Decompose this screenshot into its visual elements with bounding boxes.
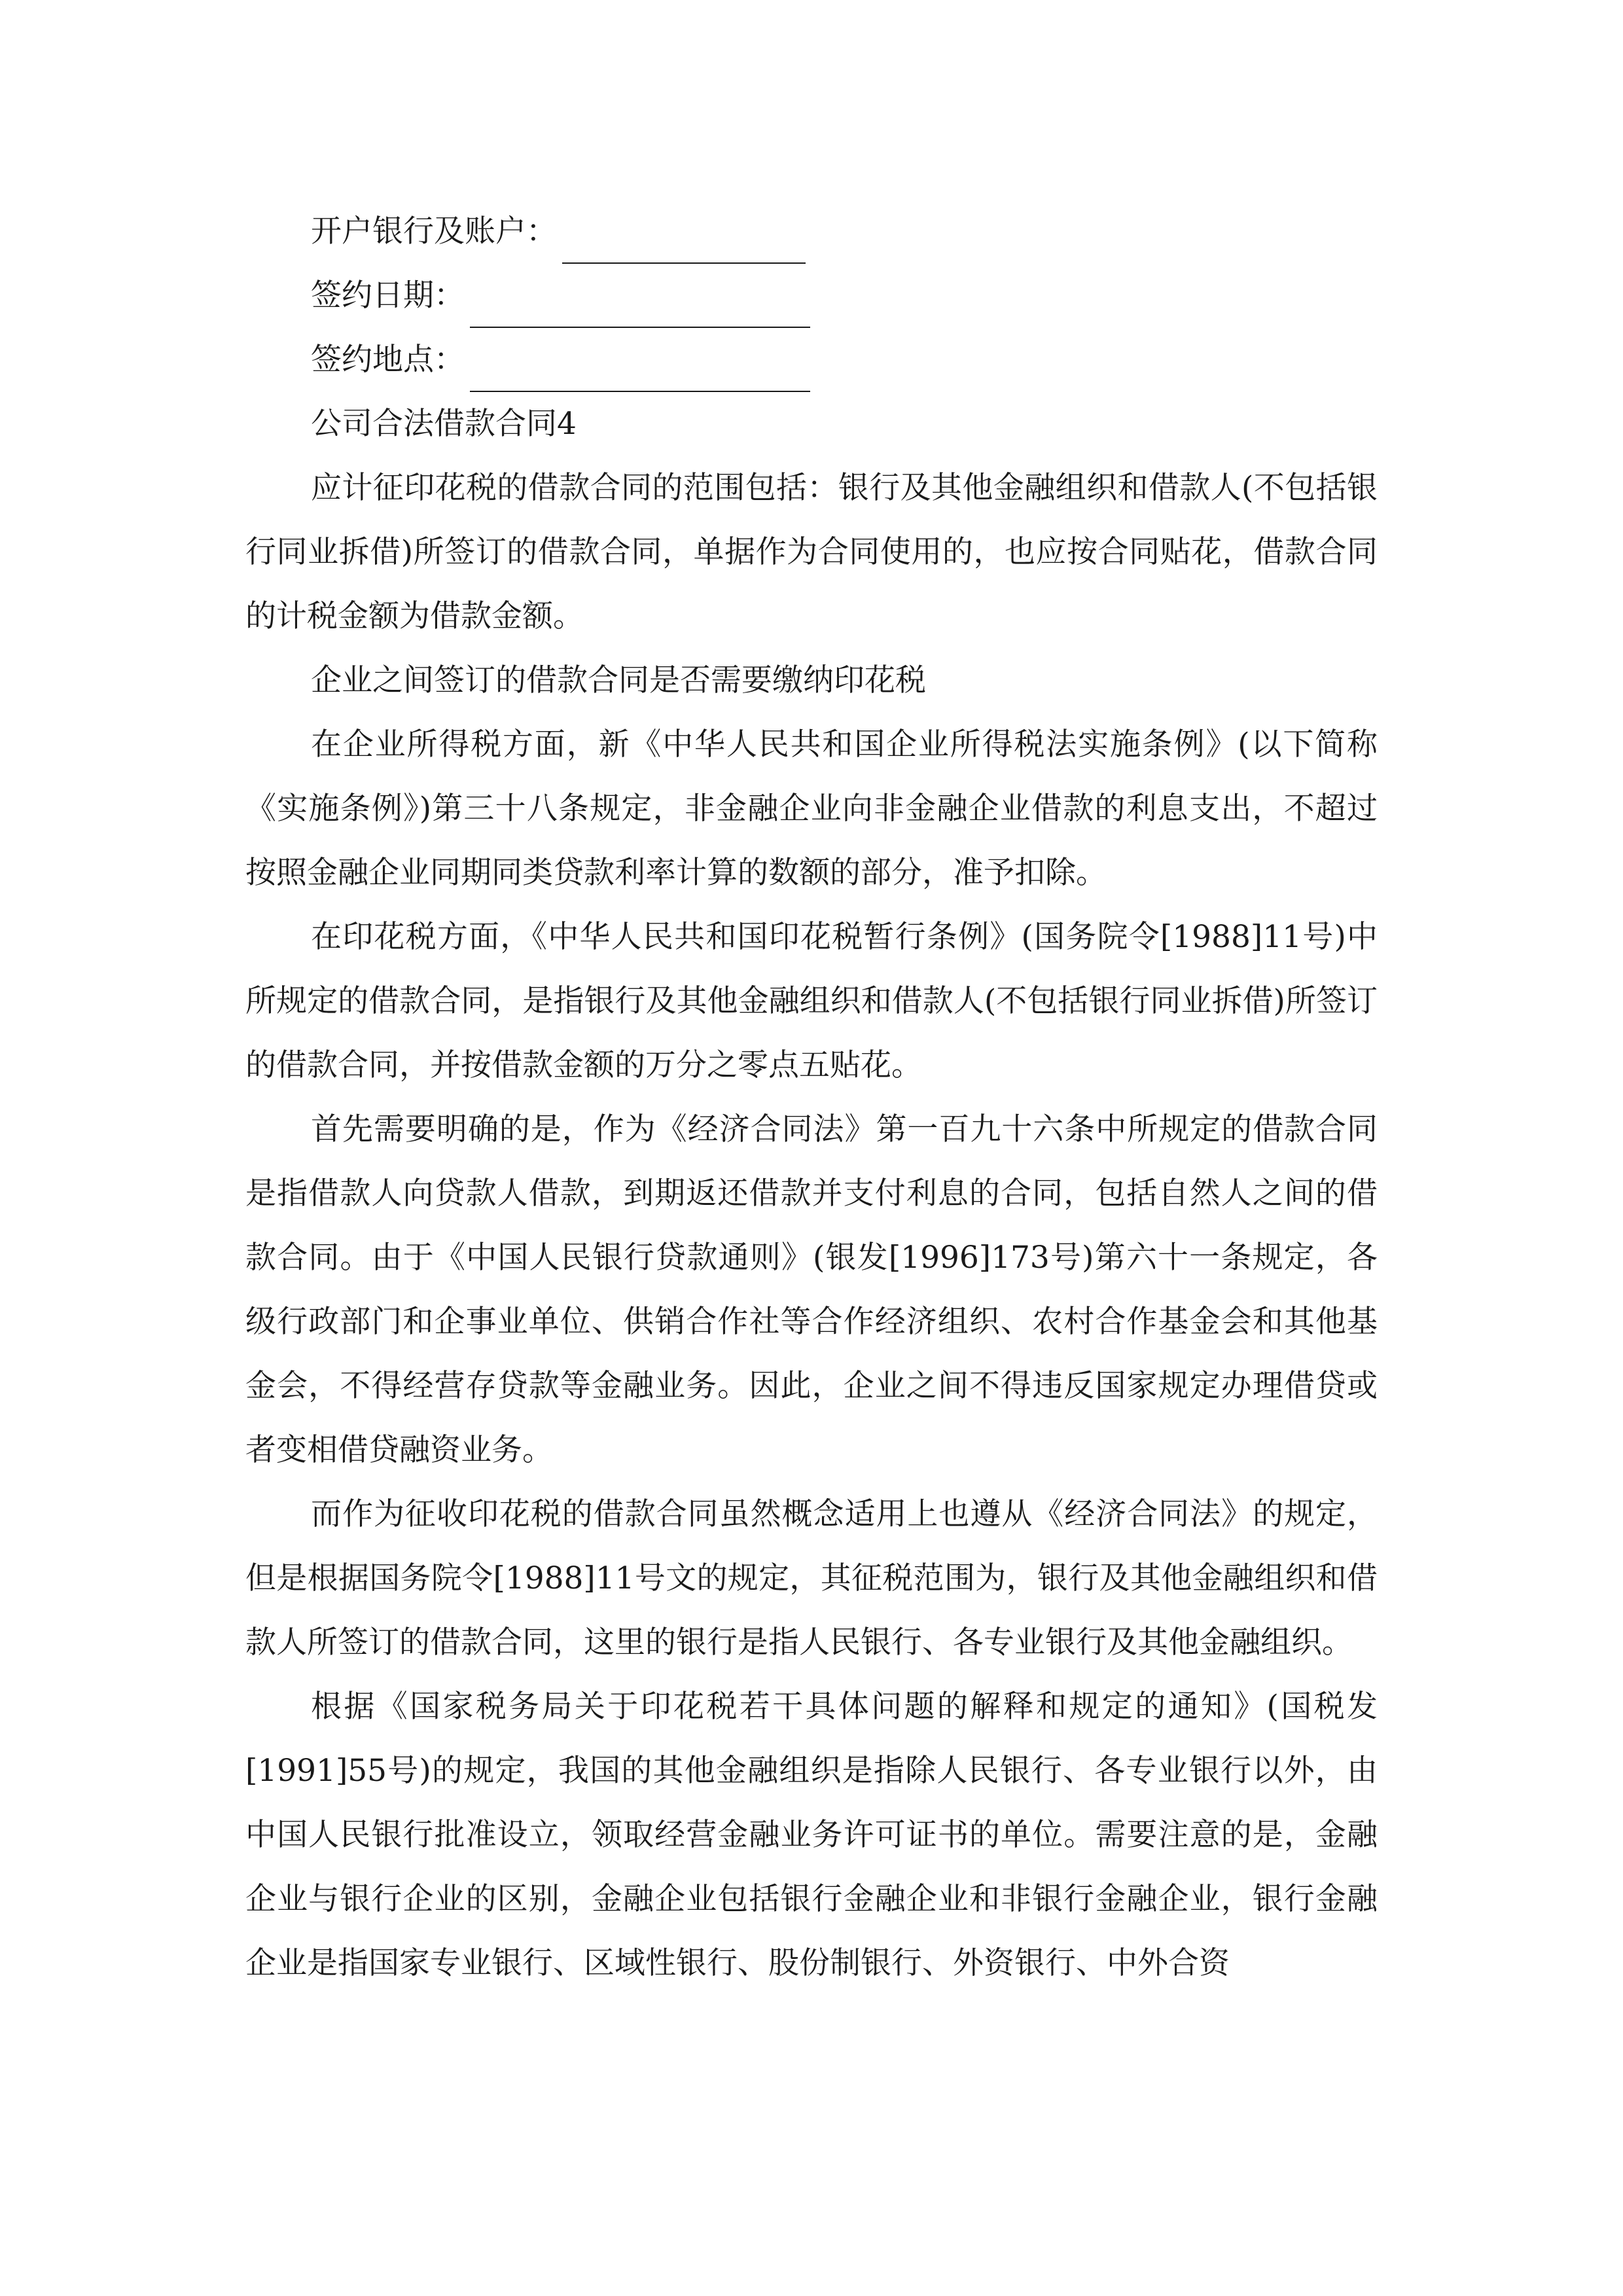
signing-place-label: 签约地点： xyxy=(311,342,465,378)
signing-date-field xyxy=(245,264,1378,328)
signing-place-field xyxy=(245,328,1378,392)
section-heading: 公司合法借款合同4 xyxy=(311,406,577,442)
bank-account-field xyxy=(245,200,1378,264)
signing-date-label: 签约日期： xyxy=(311,278,465,314)
signing-date-blank[interactable] xyxy=(470,279,810,328)
paragraph-financial-orgs: 根据《国家税务局关于印花税若干具体问题的解释和规定的通知》(国税发[1991]55号)的规定，我国的其他金融组织是指除人民银行、各专业银行以外，由中国人民银行批准设立，领取经营金融业务许可证书的单位。需要注意的是，金融企业与银行企业的区别，金融企业包括银行金融企业和非银行金融企业，银行金融企业是指国家专业银行、区域性银行、股份制银行、外资银行、中外合资 xyxy=(245,1689,1378,1981)
paragraph-tax-scope: 而作为征收印花税的借款合同虽然概念适用上也遵从《经济合同法》的规定，但是根据国务院令[1988]11号文的规定，其征税范围为，银行及其他金融组织和借款人所签订的借款合同，这里的银行是指人民银行、各专业银行及其他金融组织。 xyxy=(245,1496,1378,1660)
bank-account-label: 开户银行及账户： xyxy=(311,213,557,249)
paragraph-stamp-duty: 在印花税方面，《中华人民共和国印花税暂行条例》(国务院令[1988]11号)中所规定的借款合同，是指银行及其他金融组织和借款人(不包括银行同业拆借)所签订的借款合同，并按借款金额的万分之零点五贴花。 xyxy=(245,919,1378,1083)
signing-place-blank[interactable] xyxy=(470,344,810,392)
paragraph-stamp-duty-scope: 应计征印花税的借款合同的范围包括：银行及其他金融组织和借款人(不包括银行同业拆借)所签订的借款合同，单据作为合同使用的，也应按合同贴花，借款合同的计税金额为借款金额。 xyxy=(245,470,1378,634)
paragraph-question: 企业之间签订的借款合同是否需要缴纳印花税 xyxy=(311,662,926,698)
paragraph-contract-law: 首先需要明确的是，作为《经济合同法》第一百九十六条中所规定的借款合同是指借款人向贷款人借款，到期返还借款并支付利息的合同，包括自然人之间的借款合同。由于《中国人民银行贷款通则》(银发[1996]173号)第六十一条规定，各级行政部门和企事业单位、供销合作社等合作经济组织、农村合作基金会和其他基金会，不得经营存贷款等金融业务。因此，企业之间不得违反国家规定办理借贷或者变相借贷融资业务。 xyxy=(245,1111,1378,1468)
paragraph-income-tax: 在企业所得税方面，新《中华人民共和国企业所得税法实施条例》(以下简称《实施条例》)第三十八条规定，非金融企业向非金融企业借款的利息支出，不超过按照金融企业同期同类贷款利率计算的数额的部分，准予扣除。 xyxy=(245,726,1378,891)
bank-account-blank[interactable] xyxy=(562,215,806,264)
